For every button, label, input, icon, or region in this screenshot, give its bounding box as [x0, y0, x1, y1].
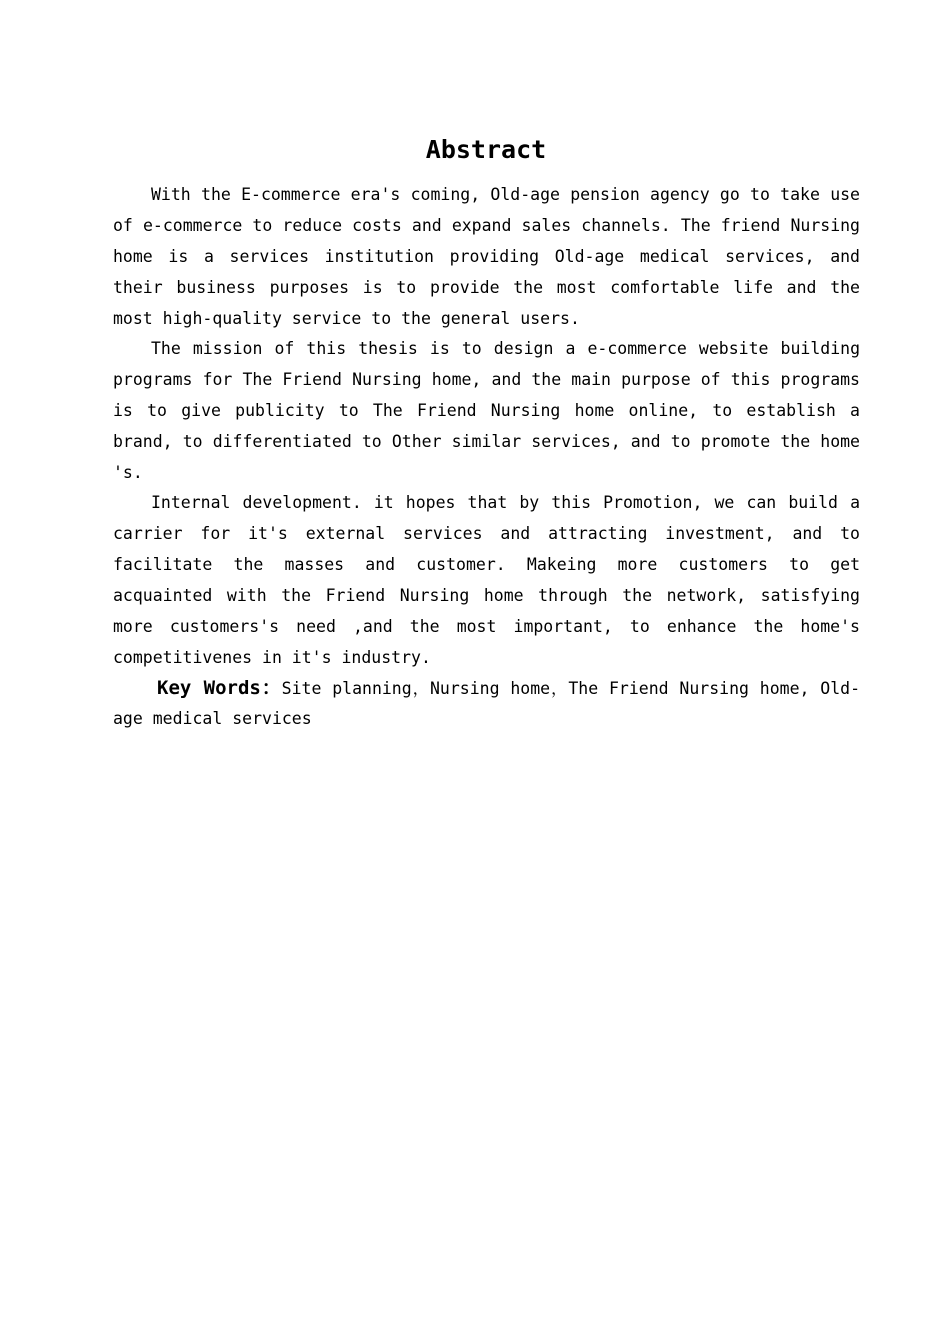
keywords-label: Key Words：	[157, 677, 282, 699]
abstract-paragraph-1: With the E-commerce era's coming, Old-age pension agency go to take use of e-commerce to reduce costs and expand sales channels. The friend Nursing home is a services institution providing Old-age medical services, and their business purposes is to provide the most comfortable life and the most high-quality service to the general users.	[113, 185, 860, 328]
page-title: Abstract	[425, 135, 547, 164]
keywords-text: Site planning，Nursing home，The Friend Nursing home, Old-age medical services	[113, 679, 860, 728]
abstract-body	[113, 179, 860, 734]
abstract-paragraph-2: The mission of this thesis is to design a e-commerce website building programs for The Friend Nursing home, and the main purpose of this programs is to give publicity to The Friend Nursing home online, to establish a brand, to differentiated to Other similar services, and to promote the home 's.	[113, 339, 860, 482]
abstract-paragraph-3: Internal development. it hopes that by this Promotion, we can build a carrier for it's external services and attracting investment, and to facilitate the masses and customer. Makeing more customers to get acquainted with the Friend Nursing home through the network, satisfying more customers's need ,and the most important, to enhance the home's competitivenes in it's industry.	[113, 493, 860, 667]
keywords-line	[113, 673, 860, 734]
